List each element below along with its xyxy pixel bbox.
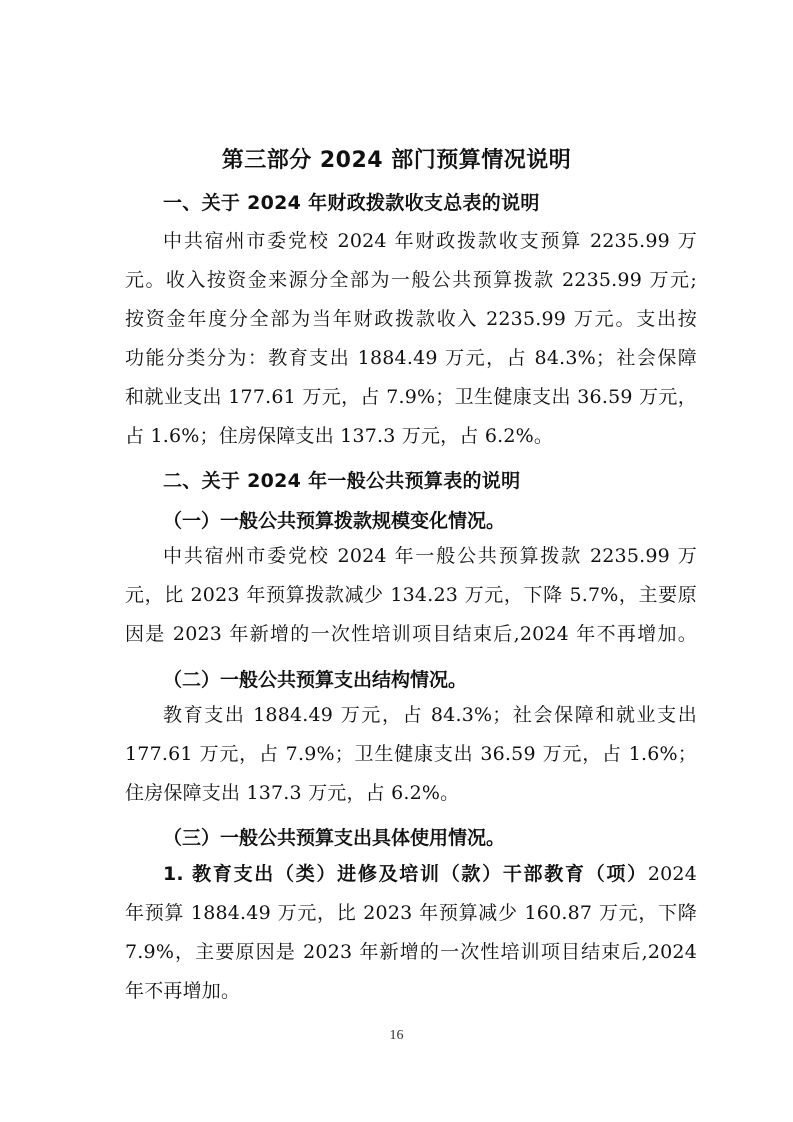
subsection1-heading: （一）一般公共预算拨款规模变化情况。 — [163, 510, 506, 532]
paragraph-line: 177.61 万元，占 7.9%；卫生健康支出 36.59 万元，占 1.6%； — [125, 743, 697, 765]
subsection3-paragraph — [125, 855, 697, 1011]
paragraph-line: 元。收入按资金来源分全部为一般公共预算拨款 2235.99 万元; — [125, 269, 697, 291]
paragraph-line: 年不再增加。 — [125, 980, 241, 1002]
item1-year: 2024 — [647, 863, 697, 885]
paragraph-line: 住房保障支出 137.3 万元，占 6.2%。 — [125, 782, 460, 804]
section1-paragraph — [125, 222, 697, 456]
paragraph-line: 7.9%，主要原因是 2023 年新增的一次性培训项目结束后,2024 — [125, 941, 697, 963]
subsection3-heading: （三）一般公共预算支出具体使用情况。 — [163, 827, 506, 849]
paragraph-line — [125, 855, 697, 894]
page-title: 第三部分 2024 部门预算情况说明 — [221, 148, 572, 173]
paragraph-line: 功能分类分为：教育支出 1884.49 万元，占 84.3%；社会保障 — [125, 347, 697, 369]
paragraph-line: 教育支出 1884.49 万元，占 84.3%；社会保障和就业支出 — [163, 704, 697, 726]
item1-bold-title: 1. 教育支出（类）进修及培训（款）干部教育（项） — [163, 863, 648, 885]
subsection1-paragraph — [125, 537, 697, 654]
section2-heading: 二、关于 2024 年一般公共预算表的说明 — [163, 470, 521, 492]
subsection2-paragraph — [125, 696, 697, 813]
section1-heading: 一、关于 2024 年财政拨款收支总表的说明 — [163, 192, 540, 214]
paragraph-line: 因是 2023 年新增的一次性培训项目结束后,2024 年不再增加。 — [125, 623, 697, 645]
paragraph-line: 年预算 1884.49 万元，比 2023 年预算减少 160.87 万元，下降 — [125, 902, 697, 924]
paragraph-line: 中共宿州市委党校 2024 年财政拨款收支预算 2235.99 万 — [163, 230, 697, 252]
paragraph-line: 元，比 2023 年预算拨款减少 134.23 万元，下降 5.7%，主要原 — [125, 584, 697, 606]
paragraph-line: 中共宿州市委党校 2024 年一般公共预算拨款 2235.99 万 — [163, 545, 697, 567]
paragraph-line: 按资金年度分全部为当年财政拨款收入 2235.99 万元。支出按 — [125, 308, 697, 330]
page-number: 16 — [389, 1028, 404, 1043]
subsection2-heading: （二）一般公共预算支出结构情况。 — [163, 669, 468, 691]
paragraph-line: 占 1.6%；住房保障支出 137.3 万元，占 6.2%。 — [125, 425, 554, 447]
paragraph-line: 和就业支出 177.61 万元，占 7.9%；卫生健康支出 36.59 万元， — [125, 386, 697, 408]
